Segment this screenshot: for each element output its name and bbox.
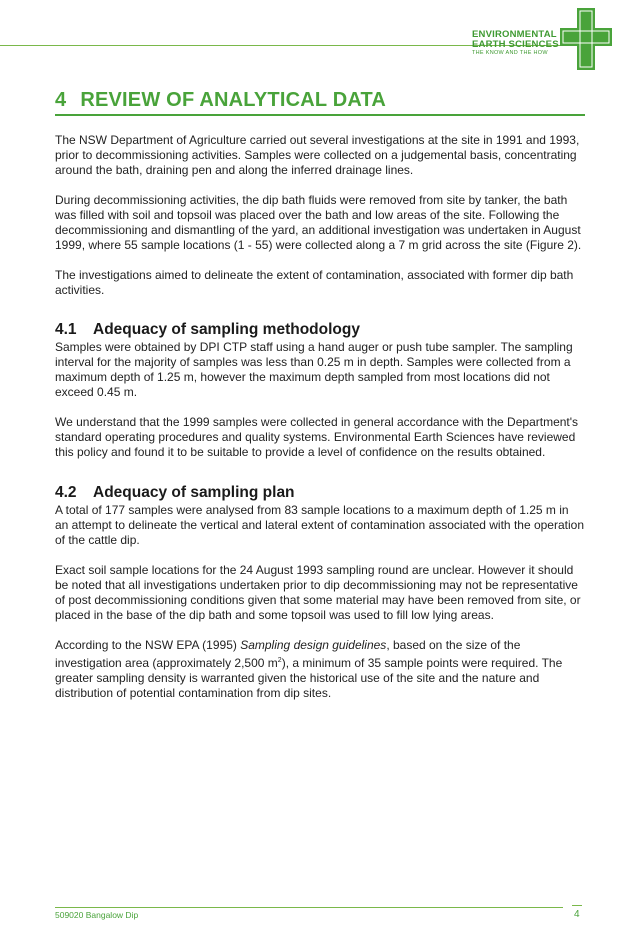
footer-reference: 509020 Bangalow Dip [55,910,139,920]
para-text: , based on the size of the investigation area (approximately 2,500 m [55,638,521,670]
superscript: 2 [277,657,282,664]
sub2-paragraph-3 [55,638,585,701]
para-text: ), a minimum of 35 sample points were required. The greater sampling density is warranted given the historical use of the site and the nature and distribution of potential contamination from dip sites. [55,656,563,700]
subsection-number: 4.2 [55,484,77,501]
logo-line-2: EARTH SCIENCES [472,39,559,50]
intro-paragraph-1: The NSW Department of Agriculture carried out several investigations at the site in 1991 and 1993, prior to decommissioning activities. Samples were collected on a judgemental basis, concentrating around the bath, draining pen and along the inferred drainage lines. [55,133,580,177]
subsection-number: 4.1 [55,321,77,338]
logo-line-1: ENVIRONMENTAL [472,29,557,40]
intro-paragraph-2: During decommissioning activities, the dip bath fluids were removed from site by tanker, the bath was filled with soil and topsoil was placed over the bath and low areas of the site. Following the decommissioning and dismantling of the yard, an additional investigation was undertaken in August 1999, where 55 sample locations (1 - 55) were collected along a 7 m grid across the site (Figure 2). [55,193,582,252]
guideline-title: Sampling design guidelines [240,638,387,652]
subsection-title: Adequacy of sampling methodology [93,321,360,338]
section-number: 4 [55,89,67,111]
company-logo-text [472,30,559,57]
sub1-paragraph-2: We understand that the 1999 samples were collected in general accordance with the Department's standard operating procedures and quality systems. Environmental Earth Sciences have reviewed this policy and found it to be suitable to provide a level of confidence on the results obtained. [55,415,579,459]
subsection-heading-4-1 [55,321,585,339]
section-title-text: REVIEW OF ANALYTICAL DATA [80,89,387,111]
para-text: According to the NSW EPA (1995) [55,638,241,652]
green-cross-logo-icon [560,8,612,70]
sub1-paragraph-1: Samples were obtained by DPI CTP staff using a hand auger or push tube sampler. The sampling interval for the majority of samples was less than 0.25 m in depth. Samples were collected from a maximum depth of 1.25 m, however the maximum depth sampled from most locations did not exceed 0.45 m. [55,340,573,399]
logo-tagline: THE KNOW AND THE HOW [472,50,548,56]
intro-paragraph-3: The investigations aimed to delineate the extent of contamination, associated with former dip bath activities. [55,268,574,297]
title-underline [55,114,585,116]
page-number: 4 [574,909,580,920]
subsection-heading-4-2 [55,484,585,502]
footer-rule [55,907,563,908]
footer-page-rule [572,905,582,906]
sub2-paragraph-1: A total of 177 samples were analysed from 83 sample locations to a maximum depth of 1.25 m in an attempt to delineate the vertical and lateral extent of contamination associated with the operation of the cattle dip. [55,503,584,547]
subsection-title: Adequacy of sampling plan [93,484,295,501]
sub2-paragraph-2: Exact soil sample locations for the 24 August 1993 sampling round are unclear. However it should be noted that all investigations undertaken prior to dip decommissioning may not be representative of post decommissioning conditions given that some material may have been removed from site, or placed in the base of the dip bath and some topsoil was used to fill low lying areas. [55,563,581,622]
page-body [55,133,585,716]
section-title [55,89,386,112]
